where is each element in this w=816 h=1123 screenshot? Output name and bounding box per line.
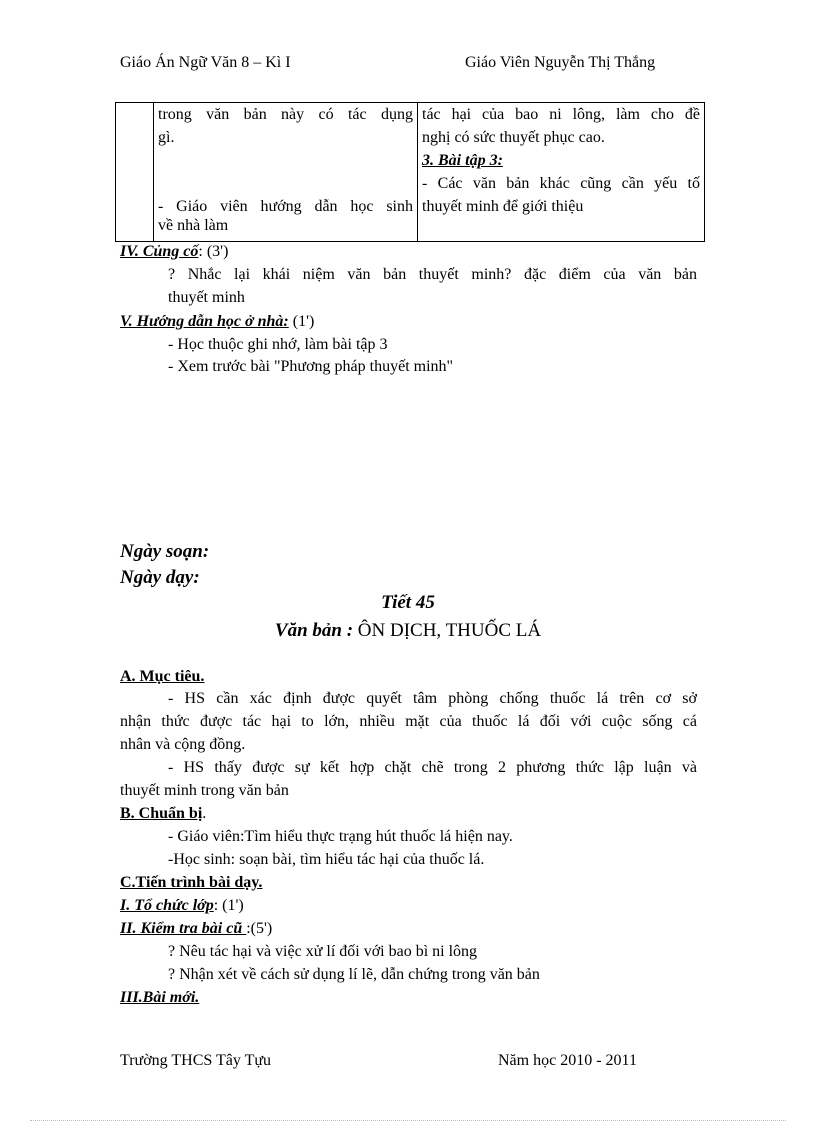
lesson-table [115, 102, 705, 242]
kiem-tra-q2: ? Nhận xét về cách sử dụng lí lẽ, dẫn chứng trong văn bản [168, 966, 540, 983]
huong-dan-item1: - Học thuộc ghi nhớ, làm bài tập 3 [168, 336, 388, 353]
chuan-bi-dot: . [202, 805, 207, 822]
cung-co-line2: thuyết minh [168, 289, 245, 306]
kiem-tra-q1: ? Nêu tác hại và việc xử lí đối với bao bì ni lông [168, 943, 478, 960]
muc-tieu-p1-l2: nhận thức được tác hại to lớn, nhiều mặt của thuốc lá đối với cuộc sống cá [120, 713, 697, 730]
footer-right: Năm học 2010 - 2011 [498, 1052, 637, 1069]
van-ban-title: ÔN DỊCH, THUỐC LÁ [353, 620, 542, 641]
lesson-tiet: Tiết 45 [381, 592, 435, 613]
to-chuc-heading [120, 897, 244, 915]
table-middle-line1: trong văn bản này có tác dụng [158, 106, 413, 123]
table-middle-line2: gì. [158, 129, 175, 146]
to-chuc-title: I. Tổ chức lớp [120, 897, 214, 914]
muc-tieu-p2-l1: - HS thấy được sự kết hợp chặt chẽ trong 2 phương thức lập luận và [168, 759, 697, 776]
huong-dan-suffix: (1') [288, 313, 315, 330]
huong-dan-title: V. Hướng dẫn học ở nhà: [120, 313, 289, 330]
kiem-tra-title: II. Kiểm tra bài cũ [120, 920, 247, 937]
table-row [116, 103, 705, 242]
header-right: Giáo Viên Nguyễn Thị Thắng [465, 54, 656, 71]
table-right-line2: nghị có sức thuyết phục cao. [422, 129, 605, 146]
kiem-tra-heading [120, 920, 272, 938]
header-left: Giáo Án Ngữ Văn 8 – Kì I [120, 54, 291, 71]
huong-dan-item2: - Xem trước bài "Phương pháp thuyết minh" [168, 358, 454, 375]
chuan-bi-title: B. Chuẩn bị [120, 805, 203, 822]
cung-co-line1: ? Nhắc lại khái niệm văn bản thuyết minh? đặc điểm của văn bản [168, 266, 697, 283]
table-right-heading: 3. Bài tập 3: [422, 152, 503, 169]
chuan-bi-hs: -Học sinh: soạn bài, tìm hiểu tác hại của thuốc lá. [168, 851, 485, 868]
table-cell-middle [154, 103, 418, 242]
muc-tieu-p1-l1: - HS cần xác định được quyết tâm phòng chống thuốc lá trên cơ sở [168, 690, 697, 707]
van-ban-label: Văn bản : [274, 620, 354, 641]
cung-co-heading [120, 243, 228, 261]
ngay-day: Ngày dạy: [120, 567, 200, 588]
table-right-line3: - Các văn bản khác cũng cần yếu tố [422, 175, 700, 192]
bai-moi-title: III.Bài mới. [120, 989, 200, 1006]
muc-tieu-p1-l3: nhân và cộng đồng. [120, 736, 246, 753]
page-bottom-divider [30, 1120, 786, 1121]
cung-co-title: IV. Củng cố [120, 243, 199, 260]
kiem-tra-suffix: :(5') [246, 920, 273, 937]
ngay-soan: Ngày soạn: [120, 541, 210, 562]
table-right-line4: thuyết minh để giới thiệu [422, 198, 584, 215]
muc-tieu-p2-l2: thuyết minh trong văn bản [120, 782, 289, 799]
cung-co-suffix: : (3') [198, 243, 229, 260]
tien-trinh-title: C.Tiến trình bài dạy. [120, 874, 263, 891]
to-chuc-suffix: : (1') [213, 897, 244, 914]
chuan-bi-gv: - Giáo viên:Tìm hiểu thực trạng hút thuốc lá hiện nay. [168, 828, 513, 845]
table-middle-line3: - Giáo viên hướng dẫn học sinh [158, 198, 413, 215]
footer-left: Trường THCS Tây Tựu [120, 1052, 272, 1069]
chuan-bi-heading [120, 805, 206, 823]
spacer [158, 149, 413, 195]
muc-tieu-title: A. Mục tiêu. [120, 668, 205, 685]
table-middle-line4: về nhà làm [158, 217, 229, 234]
lesson-title [0, 620, 816, 642]
huong-dan-heading [120, 313, 314, 331]
table-right-line1: tác hại của bao ni lông, làm cho đề [422, 106, 700, 123]
table-cell-right [418, 103, 705, 242]
table-cell-empty [116, 103, 154, 242]
